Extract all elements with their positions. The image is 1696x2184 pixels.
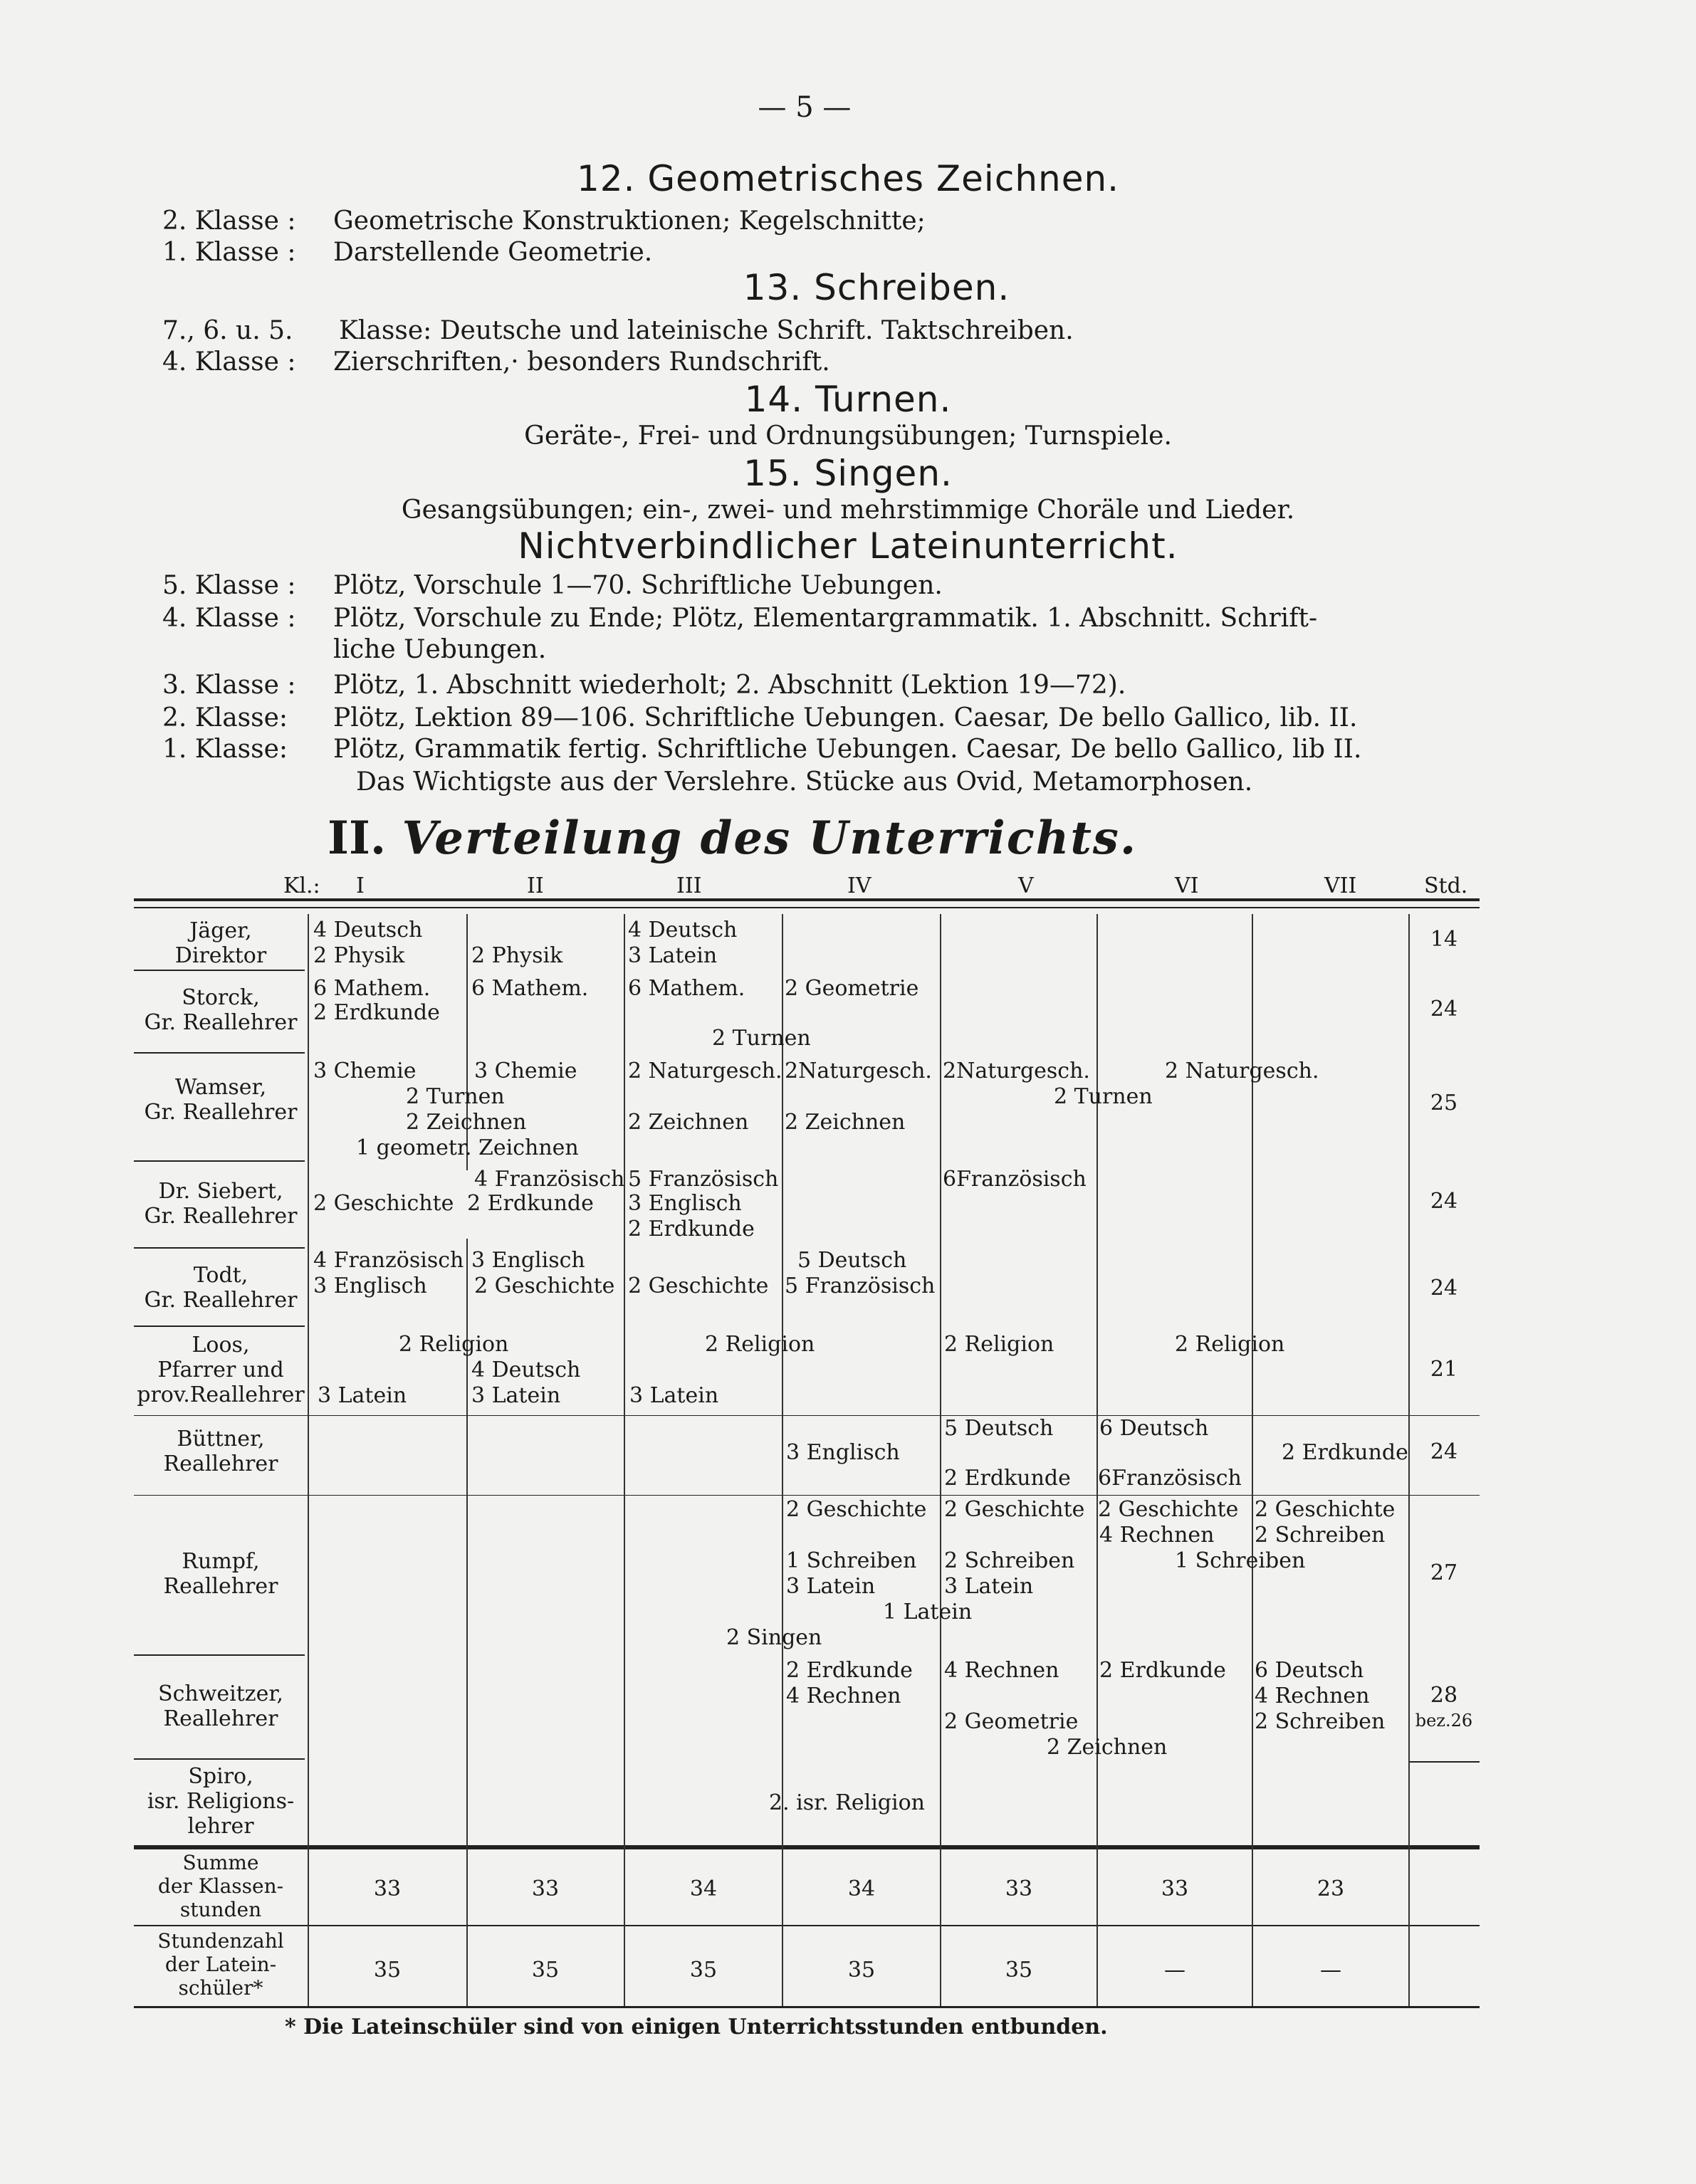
col-header-I: I [356,873,365,898]
row-rule [134,1495,1480,1496]
col-divider [940,914,941,2006]
cell: 3 Englisch [313,1274,427,1298]
cell: 3 Latein [944,1574,1034,1599]
col-divider [308,914,309,2006]
summe-rule [134,1845,1480,1849]
line-label: 4. Klasse : [162,347,296,377]
col-header-VI: VI [1175,873,1199,898]
std-value: 28 [1430,1683,1458,1708]
line-text: Plötz, Vorschule 1—70. Schriftliche Uebungen. [333,571,943,600]
teacher-name: Jäger, Direktor [174,918,267,968]
row-rule [134,1654,305,1656]
cell: 1 Schreiben [1175,1548,1306,1573]
row-rule [134,1758,305,1760]
row-rule [1408,1761,1480,1763]
cell: 3 Latein [629,1383,719,1408]
line-text: Plötz, 1. Abschnitt wiederholt; 2. Abschnitt (Lektion 19—72). [333,671,1126,700]
summe-value: 33 [531,1876,560,1901]
kl-label: Kl.: [283,873,320,898]
cell: 6 Deutsch [1255,1658,1364,1683]
cell: 3 Latein [786,1574,876,1599]
heading-singen: 15. Singen. [743,453,953,494]
heading-schreiben: 13. Schreiben. [743,267,1010,308]
cell: 2 Erdkunde [313,1000,440,1025]
cell: 5 Französisch [628,1167,779,1192]
cell: 2. isr. Religion [769,1790,925,1815]
summe-value: 33 [1005,1876,1033,1901]
cell: 4 Deutsch [628,918,738,943]
cell: 2 Erdkunde [786,1658,913,1683]
cell: 3 Chemie [474,1059,577,1083]
cell: 3 Latein [318,1383,407,1408]
cell: 2 Religion [705,1332,815,1357]
cell: 4 Rechnen [1099,1523,1215,1548]
cell: 5 Deutsch [944,1416,1054,1441]
summe-value: 34 [847,1876,876,1901]
latein-value: 35 [689,1958,718,1983]
page-number: — 5 — [758,91,852,124]
cell: 2 Erdkunde [467,1191,594,1216]
teacher-name: Spiro, isr. Religions- lehrer [147,1764,295,1839]
cell: 6 Mathem. [628,976,745,1001]
latein-value: — [1320,1958,1341,1983]
std-value: 21 [1430,1357,1458,1382]
row-rule [134,970,305,971]
line-text: Plötz, Vorschule zu Ende; Plötz, Elementargrammatik. 1. Abschnitt. Schrift- [333,604,1318,633]
cell: 1 Schreiben [786,1548,917,1573]
row-rule [134,1415,1480,1416]
row-rule [134,1325,305,1327]
cell: 2 Geschichte [1098,1497,1239,1522]
cell: 3 Englisch [471,1248,585,1273]
line-label: 4. Klasse : [162,604,296,633]
cell: 3 Chemie [313,1059,417,1083]
cell: 2 Turnen [1054,1084,1153,1109]
cell: 3 Latein [628,943,718,968]
latein-value: 35 [531,1958,560,1983]
cell: 2 Geometrie [944,1709,1079,1734]
cell: 6 Mathem. [313,976,431,1001]
col-header-III: III [676,873,702,898]
cell: 2 Geschichte [313,1191,454,1216]
cell: 2 Physik [471,943,563,968]
line-text: Plötz, Grammatik fertig. Schriftliche Uebungen. Caesar, De bello Gallico, lib II. [333,735,1362,764]
cell: 3 Englisch [628,1191,742,1216]
cell: 4 Rechnen [786,1684,901,1708]
std-value: 25 [1430,1091,1458,1115]
cell: 2 Erdkunde [944,1466,1071,1491]
cell: 2 Naturgesch. [1165,1059,1319,1083]
cell: 4 Deutsch [471,1358,581,1382]
std-value: 24 [1430,997,1458,1022]
heading-latein: Nichtverbindlicher Lateinunterricht. [518,525,1178,567]
cell: 2 Physik [313,943,405,968]
summe-value: 33 [1161,1876,1189,1901]
line-label: 1. Klasse : [162,238,296,267]
summe-value: 34 [689,1876,718,1901]
turnen-text: Geräte-, Frei- und Ordnungsübungen; Turnspiele. [524,421,1172,451]
col-divider [1096,914,1098,2006]
cell: 3 Englisch [786,1440,900,1465]
std-note: bez.26 [1415,1711,1473,1731]
cell: 2 Zeichnen [785,1110,906,1135]
cell: 4 Deutsch [313,918,423,943]
summe-label: Summe der Klassen- stunden [157,1851,284,1921]
line-label: 2. Klasse : [162,206,296,236]
line-label: 7., 6. u. 5. [162,316,293,345]
col-divider [624,914,625,2006]
line-text: Plötz, Lektion 89—106. Schriftliche Uebungen. Caesar, De bello Gallico, lib. II. [333,703,1358,733]
line-text: Klasse: Deutsche und lateinische Schrift. Taktschreiben. [339,316,1074,345]
cell: 2 Geschichte [628,1274,769,1298]
latein-value: 35 [373,1958,402,1983]
cell: 2 Turnen [712,1026,811,1051]
col-header-IV: IV [847,873,871,898]
cell: 2 Geschichte [1255,1497,1396,1522]
table-bottom-rule [134,2006,1480,2008]
latein-value: 35 [847,1958,876,1983]
cell: 2 Erdkunde [1282,1440,1408,1465]
section-ii-title: Verteilung des Unterrichts. [402,812,1138,865]
col-header-VII: VII [1324,873,1357,898]
teacher-name: Schweitzer, Reallehrer [158,1681,283,1731]
section-ii-heading [328,812,1137,865]
std-value: 27 [1430,1560,1458,1585]
teacher-name: Dr. Siebert, Gr. Reallehrer [144,1179,298,1229]
latein-value: — [1164,1958,1185,1983]
line-label: 5. Klasse : [162,571,296,600]
cell: 2 Naturgesch. [628,1059,782,1083]
std-value: 24 [1430,1439,1458,1464]
line-text: Geometrische Konstruktionen; Kegelschnitte; [333,206,926,236]
row-rule [134,1052,305,1054]
cell: 6 Deutsch [1099,1416,1209,1441]
line-label: 2. Klasse: [162,703,288,733]
cell: 4 Rechnen [1255,1684,1370,1708]
cell: 2 Religion [944,1332,1054,1357]
cell: 3 Latein [471,1383,561,1408]
cell: 5 Deutsch [797,1248,907,1273]
cell: 2 Erdkunde [1099,1658,1226,1683]
cell: 5 Französisch [785,1274,936,1298]
cell: 2 Geschichte [474,1274,615,1298]
cell: 4 Französisch [474,1167,625,1192]
section-ii-number: II. [328,812,387,865]
cell: 2 Schreiben [1255,1709,1386,1734]
col-header-V: V [1018,873,1034,898]
table-rule [134,907,1480,908]
cell: 1 geometr. Zeichnen [356,1135,579,1160]
cell: 6Französisch [1098,1466,1242,1491]
cell: 2Naturgesch. [785,1059,932,1083]
line-label: 1. Klasse: [162,735,288,764]
cell: 4 Rechnen [944,1658,1059,1683]
cell: 2 Geschichte [786,1497,927,1522]
latein-label: Stundenzahl der Latein- schüler* [157,1929,284,2000]
std-value: 14 [1430,927,1458,952]
singen-text: Gesangsübungen; ein-, zwei- und mehrstimmige Choräle und Lieder. [401,495,1295,525]
latein-value: 35 [1005,1958,1033,1983]
cell: 2 Singen [726,1625,822,1650]
cell: 2 Zeichnen [628,1110,749,1135]
teacher-name: Büttner, Reallehrer [163,1427,278,1476]
line-text: Das Wichtigste aus der Verslehre. Stücke aus Ovid, Metamorphosen. [356,767,1253,797]
cell: 4 Französisch [313,1248,464,1273]
cell: 2 Turnen [406,1084,505,1109]
row-rule [134,1247,305,1249]
cell: 2 Religion [399,1332,509,1357]
line-label: 3. Klasse : [162,671,296,700]
teacher-name: Wamser, Gr. Reallehrer [144,1075,298,1125]
cell: 2 Erdkunde [628,1217,755,1241]
teacher-name: Storck, Gr. Reallehrer [144,985,298,1035]
cell: 2 Schreiben [1255,1523,1386,1548]
teacher-name: Loos, Pfarrer und prov.Reallehrer [137,1333,305,1407]
cell: 2 Religion [1175,1332,1285,1357]
row-rule [134,1160,305,1162]
cell: 2 Zeichnen [1047,1735,1168,1760]
table-top-rule [134,898,1480,901]
cell: 6Französisch [943,1167,1087,1192]
cell: 2 Schreiben [944,1548,1075,1573]
latein-rule [134,1925,1480,1926]
teacher-name: Rumpf, Reallehrer [163,1549,278,1599]
heading-geometrisches-zeichnen: 12. Geometrisches Zeichnen. [576,158,1120,199]
cell: 2 Zeichnen [406,1110,527,1135]
col-header-II: II [527,873,544,898]
line-text: Zierschriften,· besonders Rundschrift. [333,347,830,377]
line-text: Darstellende Geometrie. [333,238,653,267]
std-value: 24 [1430,1276,1458,1301]
footnote: * Die Lateinschüler sind von einigen Unterrichtsstunden entbunden. [285,2015,1108,2039]
heading-turnen: 14. Turnen. [744,379,952,420]
cell: 1 Latein [883,1600,973,1624]
teacher-name: Todt, Gr. Reallehrer [144,1263,298,1313]
cell: 2 Geometrie [785,976,919,1001]
line-text: liche Uebungen. [333,635,547,664]
summe-value: 23 [1317,1876,1345,1901]
cell: 6 Mathem. [471,976,589,1001]
std-header: Std. [1424,873,1468,898]
cell: 2 Geschichte [944,1497,1085,1522]
std-value: 24 [1430,1189,1458,1214]
summe-value: 33 [373,1876,402,1901]
cell: 2Naturgesch. [943,1059,1090,1083]
